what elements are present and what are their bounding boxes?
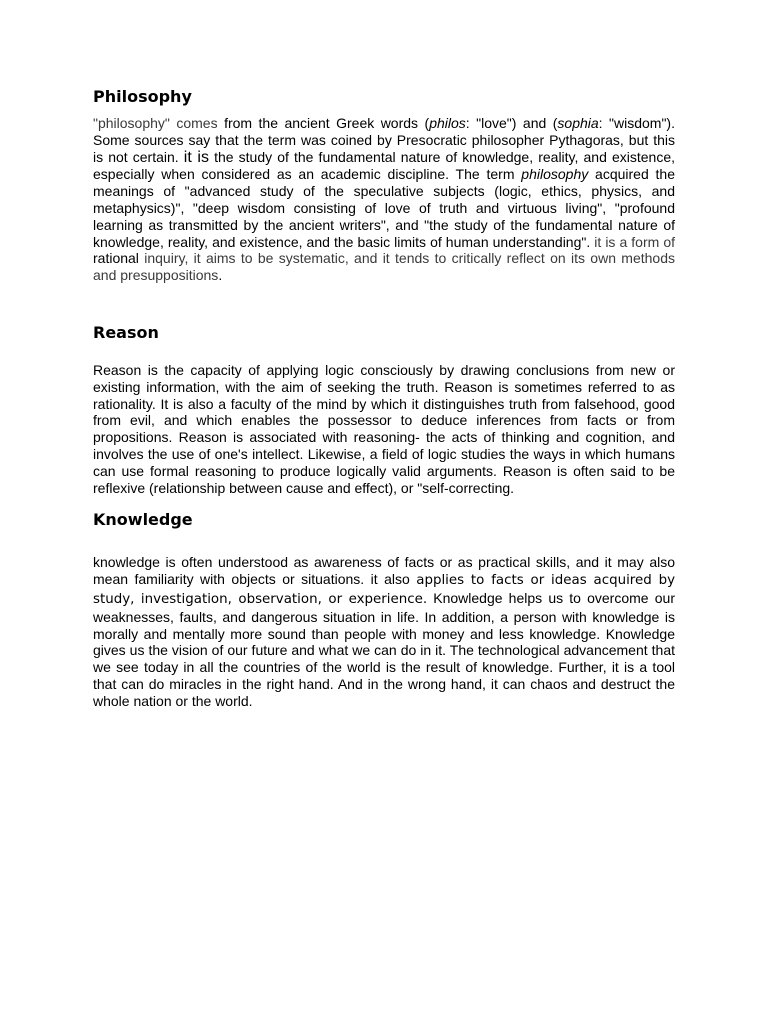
section-knowledge [93, 509, 675, 709]
word-rational: rational [93, 250, 139, 267]
text-run: . [218, 267, 223, 284]
text-run: : "wisdom"). Some sources say that the term was coined by Presocratic philosopher Pythagoras, but this is not certain. [93, 115, 675, 165]
word-philosophy: philosophy [521, 166, 589, 183]
section-reason [93, 322, 675, 496]
text-it-is: it is [183, 148, 209, 166]
text-run: applies to facts or ideas acquired by study, investigation, observation, or experience. [93, 573, 675, 607]
document-page [93, 86, 675, 710]
text-run: : "love") and ( [465, 115, 558, 131]
text-run: Knowledge helps us to overcome our weaknesses, faults, and dangerous situation in life. In addition, a person with knowledge is morally and mentally more sound than people with money and less knowledge. Knowledge gives us the vision of our future and what we can do in it. The technological advancement that we see today in all the countries of the world is the result of knowledge. Further, it is a tool that can do miracles in the right hand. And in the wrong hand, it can chaos and destruct the whole nation or the world. [93, 589, 675, 709]
heading-philosophy: Philosophy [93, 87, 192, 106]
paragraph-reason: Reason is the capacity of applying logic consciously by drawing conclusions from new or existing information, with the aim of seeking the truth. Reason is sometimes referred to as rationality. It is also a faculty of the mind by which it distinguishes truth from falsehood, good from evil, and which enables the possessor to deduce inferences from facts or from propositions. Reason is associated with reasoning- the acts of thinking and cognition, and involves the use of one's intellect. Likewise, a field of logic studies the ways in which humans can use formal reasoning to produce logically valid arguments. Reason is often said to be reflexive (relationship between cause and effect), or "self-correcting. [93, 361, 675, 496]
section-philosophy [93, 86, 675, 284]
philosophy-quote: "philosophy" comes [93, 115, 218, 131]
text-run: knowledge is often understood as awareness of facts or as practical skills, and it may also mean familiarity with objects or situations. it also [93, 554, 675, 588]
heading-knowledge: Knowledge [93, 510, 193, 530]
word-philos: philos [429, 115, 466, 131]
text-run: the study of the fundamental nature of knowledge, reality, and existence, especially when considered as an academic discipline. The term [93, 148, 675, 183]
word-sophia: sophia [557, 115, 599, 131]
paragraph-philosophy [93, 115, 675, 284]
text-run: it is a form of [594, 233, 675, 250]
heading-reason: Reason [93, 322, 159, 342]
paragraph-knowledge [93, 554, 675, 709]
text-run: inquiry, it aims to be systematic, and it tends to critically reflect on its own methods and presuppositions [93, 250, 675, 284]
text-run: acquired the meanings of "advanced study of the speculative subjects (logic, ethics, physics, and metaphysics)", "deep wisdom consisting of love of truth and virtuous living", "profound learning as transmitted by the ancient writers", and "the study of the fundamental nature of knowledge, reality, and existence, and the basic limits of human understanding". [93, 166, 676, 250]
text-run: from the ancient Greek words ( [217, 115, 430, 131]
